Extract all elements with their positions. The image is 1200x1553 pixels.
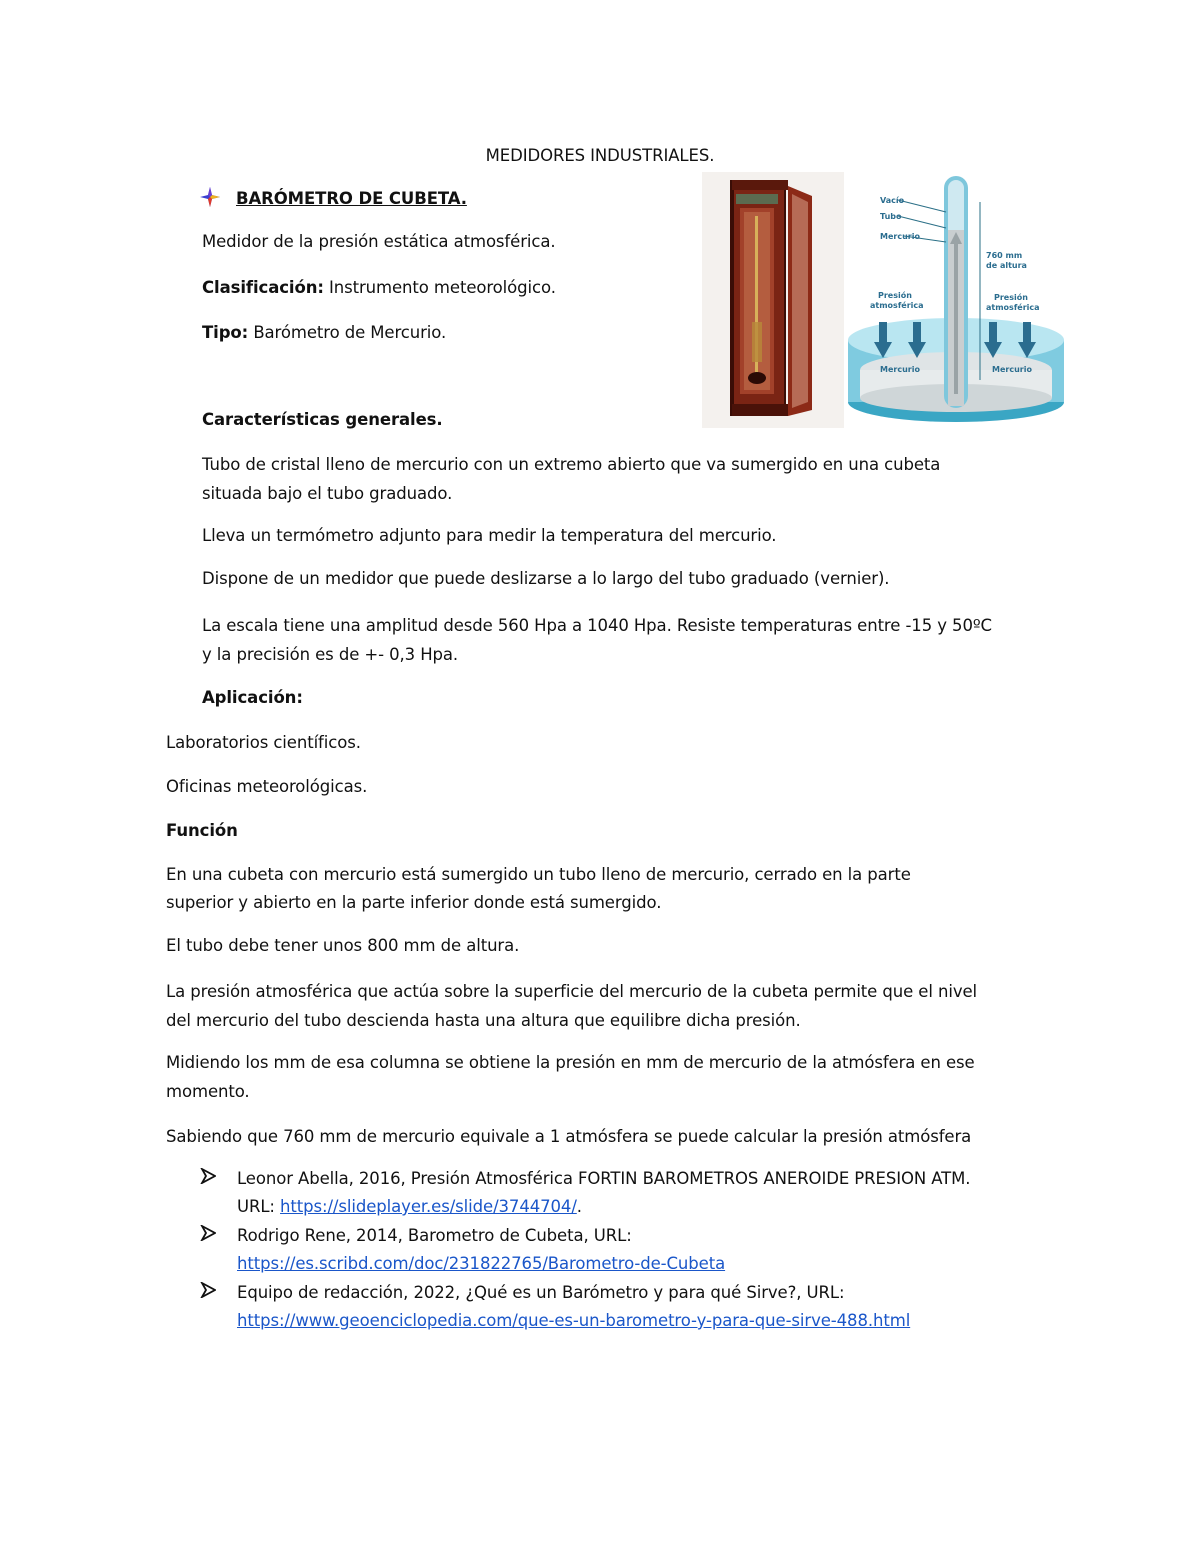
diagram-label-altura-1: 760 mm: [986, 251, 1023, 260]
reference-url-prefix: URL:: [237, 1197, 281, 1216]
diagram-label-vacio: Vacío: [880, 196, 905, 205]
arrowhead-bullet-icon: [200, 1225, 218, 1243]
classification-value: Instrumento meteorológico.: [329, 278, 556, 297]
function-line: Midiendo los mm de esa columna se obtiene la presión en mm de mercurio de la atmósfera en ese: [166, 1053, 975, 1072]
reference-link[interactable]: https://slideplayer.es/slide/3744704/: [280, 1197, 577, 1216]
type-label: Tipo:: [202, 323, 249, 342]
diagram-label-presion-right-1: Presión: [994, 293, 1028, 302]
diagram-label-presion-left-1: Presión: [878, 291, 912, 300]
application-item: Laboratorios científicos.: [166, 733, 361, 752]
characteristics-line: situada bajo el tubo graduado.: [202, 484, 453, 503]
section-heading: BARÓMETRO DE CUBETA.: [236, 189, 467, 208]
diagram-label-altura-2: de altura: [986, 261, 1027, 270]
barometer-cabinet-photo: [702, 172, 844, 428]
reference-url-suffix: .: [576, 1197, 582, 1216]
page-title: MEDIDORES INDUSTRIALES.: [485, 146, 715, 165]
arrowhead-bullet-icon: [200, 1282, 218, 1300]
classification-label: Clasificación:: [202, 278, 324, 297]
reference-link[interactable]: https://es.scribd.com/doc/231822765/Barometro-de-Cubeta: [237, 1254, 726, 1273]
diagram-label-tubo: Tubo: [880, 212, 902, 221]
characteristics-heading: Características generales.: [202, 410, 443, 429]
function-line: momento.: [166, 1082, 250, 1101]
characteristics-line: Dispone de un medidor que puede deslizarse a lo largo del tubo graduado (vernier).: [202, 569, 890, 588]
reference-url-line: [237, 1306, 910, 1335]
function-line: del mercurio del tubo descienda hasta una altura que equilibre dicha presión.: [166, 1011, 801, 1030]
reference-link[interactable]: https://www.geoenciclopedia.com/que-es-un-barometro-y-para-que-sirve-488.html: [237, 1311, 911, 1330]
characteristics-line: La escala tiene una amplitud desde 560 Hpa a 1040 Hpa. Resiste temperaturas entre -15 y 50ºC: [202, 616, 992, 635]
function-line: superior y abierto en la parte inferior donde está sumergido.: [166, 893, 662, 912]
description-text: Medidor de la presión estática atmosférica.: [202, 232, 556, 251]
characteristics-line: Lleva un termómetro adjunto para medir la temperatura del mercurio.: [202, 526, 777, 545]
diagram-label-mercurio-left: Mercurio: [880, 365, 920, 374]
type-value: Barómetro de Mercurio.: [253, 323, 447, 342]
reference-text: Equipo de redacción, 2022, ¿Qué es un Barómetro y para qué Sirve?, URL:: [237, 1283, 845, 1302]
diagram-label-presion-right-2: atmosférica: [986, 303, 1040, 312]
application-heading: Aplicación:: [202, 688, 303, 707]
mercury-barometer-diagram: [846, 172, 1068, 426]
characteristics-line: Tubo de cristal lleno de mercurio con un extremo abierto que va sumergido en una cubeta: [202, 455, 941, 474]
diagram-label-mercurio: Mercurio: [880, 232, 920, 241]
function-line: En una cubeta con mercurio está sumergido un tubo lleno de mercurio, cerrado en la parte: [166, 865, 911, 884]
function-line: Sabiendo que 760 mm de mercurio equivale a 1 atmósfera se puede calcular la presión atmósfera: [166, 1127, 972, 1146]
reference-url-line: [237, 1192, 582, 1221]
characteristics-line: y la precisión es de +- 0,3 Hpa.: [202, 645, 459, 664]
classification-line: [202, 273, 556, 302]
application-item: Oficinas meteorológicas.: [166, 777, 368, 796]
diagram-label-presion-left-2: atmosférica: [870, 301, 924, 310]
four-point-star-icon: [200, 187, 218, 205]
function-heading: Función: [166, 821, 238, 840]
type-line: [202, 318, 446, 347]
function-line: El tubo debe tener unos 800 mm de altura.: [166, 936, 520, 955]
arrowhead-bullet-icon: [200, 1168, 218, 1186]
reference-url-line: [237, 1249, 725, 1278]
reference-text: Rodrigo Rene, 2014, Barometro de Cubeta, URL:: [237, 1226, 632, 1245]
function-line: La presión atmosférica que actúa sobre la superficie del mercurio de la cubeta permite que el nivel: [166, 982, 978, 1001]
reference-text: Leonor Abella, 2016, Presión Atmosférica FORTIN BAROMETROS ANEROIDE PRESION ATM.: [237, 1169, 971, 1188]
diagram-label-mercurio-right: Mercurio: [992, 365, 1032, 374]
